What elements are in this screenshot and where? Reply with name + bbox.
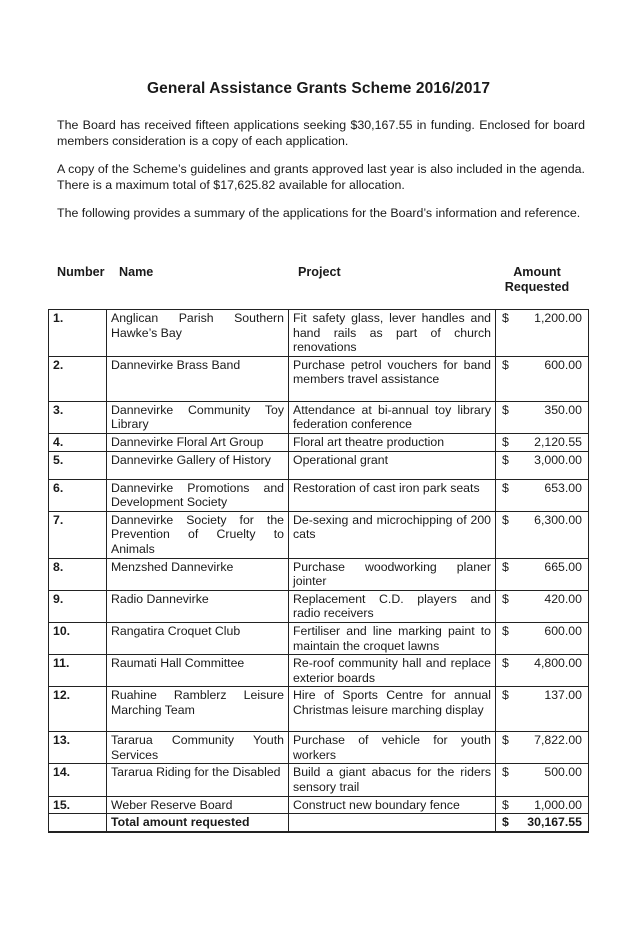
row-amount	[496, 451, 589, 479]
amount-value: 1,200.00	[534, 311, 582, 325]
row-name: Dannevirke Floral Art Group	[107, 433, 289, 451]
row-project: Re-roof community hall and replace exterior boards	[289, 655, 496, 687]
row-amount	[496, 764, 589, 796]
row-name: Weber Reserve Board	[107, 796, 289, 814]
row-project: Operational grant	[289, 451, 496, 479]
row-number: 9.	[49, 590, 107, 622]
header-number: Number	[57, 265, 105, 279]
table-row	[49, 655, 589, 687]
header-amount: Amount Requested	[504, 265, 570, 294]
row-name: Anglican Parish Southern Hawke’s Bay	[107, 310, 289, 357]
document-title: General Assistance Grants Scheme 2016/2017	[146, 80, 491, 97]
row-name: Ruahine Ramblerz Leisure Marching Team	[107, 687, 289, 732]
row-project: Purchase woodworking planer jointer	[289, 558, 496, 590]
row-amount	[496, 479, 589, 511]
currency-symbol: $	[502, 357, 509, 372]
total-number-cell	[49, 814, 107, 832]
table-row	[49, 356, 589, 401]
row-number: 2.	[49, 356, 107, 401]
row-number: 10.	[49, 622, 107, 654]
total-label: Total amount requested	[107, 814, 289, 832]
currency-symbol: $	[502, 480, 509, 495]
table-row	[49, 511, 589, 558]
row-name: Menzshed Dannevirke	[107, 558, 289, 590]
row-project: Construct new boundary fence	[289, 796, 496, 814]
amount-value: 350.00	[544, 402, 582, 417]
row-amount	[496, 590, 589, 622]
total-project-cell	[289, 814, 496, 832]
header-name: Name	[119, 265, 154, 279]
row-number: 5.	[49, 451, 107, 479]
currency-symbol: $	[502, 733, 509, 748]
amount-value: 137.00	[544, 688, 582, 703]
total-row	[49, 814, 589, 832]
row-name: Rangatira Croquet Club	[107, 622, 289, 654]
row-number: 6.	[49, 479, 107, 511]
row-name: Dannevirke Gallery of History	[107, 451, 289, 479]
row-number: 11.	[49, 655, 107, 687]
amount-value: 4,800.00	[534, 656, 582, 671]
row-number: 1.	[49, 310, 107, 357]
applications-table-body	[49, 310, 589, 832]
currency-symbol: $	[502, 688, 509, 703]
row-number: 14.	[49, 764, 107, 796]
table-row	[49, 796, 589, 814]
amount-value: 500.00	[544, 765, 582, 780]
row-number: 4.	[49, 433, 107, 451]
amount-value: 2,120.55	[534, 434, 582, 449]
row-amount	[496, 687, 589, 732]
row-number: 12.	[49, 687, 107, 732]
currency-symbol: $	[502, 452, 509, 467]
applications-table	[48, 309, 589, 833]
row-amount	[496, 732, 589, 764]
row-amount	[496, 401, 589, 433]
row-amount	[496, 655, 589, 687]
currency-symbol: $	[502, 623, 509, 638]
table-row	[49, 558, 589, 590]
row-amount	[496, 558, 589, 590]
row-name: Radio Dannevirke	[107, 590, 289, 622]
guidelines-paragraph: A copy of the Scheme’s guidelines and grants approved last year is also included in the agenda. There is a maximum total of $17,625.82 available for allocation.	[57, 162, 585, 192]
row-name: Raumati Hall Committee	[107, 655, 289, 687]
row-name: Tararua Riding for the Disabled	[107, 764, 289, 796]
row-number: 8.	[49, 558, 107, 590]
row-number: 13.	[49, 732, 107, 764]
row-project: Restoration of cast iron park seats	[289, 479, 496, 511]
table-row	[49, 479, 589, 511]
row-name: Dannevirke Community Toy Library	[107, 401, 289, 433]
row-amount	[496, 796, 589, 814]
amount-value: 1,000.00	[534, 797, 582, 812]
row-project: Fertiliser and line marking paint to maintain the croquet lawns	[289, 622, 496, 654]
total-amount	[496, 814, 589, 832]
currency-symbol: $	[502, 559, 509, 574]
currency-symbol: $	[502, 797, 509, 812]
row-name: Dannevirke Society for the Prevention of Cruelty to Animals	[107, 511, 289, 558]
row-project: Floral art theatre production	[289, 433, 496, 451]
amount-value: 600.00	[544, 623, 582, 638]
row-project: Purchase petrol vouchers for band members travel assistance	[289, 356, 496, 401]
row-project: Fit safety glass, lever handles and hand rails as part of church renovations	[289, 310, 496, 357]
row-amount	[496, 622, 589, 654]
row-name: Dannevirke Promotions and Development Society	[107, 479, 289, 511]
amount-value: 665.00	[544, 559, 582, 574]
row-amount	[496, 511, 589, 558]
total-amount-value: 30,167.55	[527, 815, 582, 830]
currency-symbol: $	[502, 815, 509, 830]
currency-symbol: $	[502, 434, 509, 449]
currency-symbol: $	[502, 512, 509, 527]
table-row	[49, 764, 589, 796]
table-row	[49, 451, 589, 479]
intro-paragraph: The Board has received fifteen applications seeking $30,167.55 in funding. Enclosed for board members consideration is a copy of each application.	[57, 118, 585, 148]
amount-value: 600.00	[544, 357, 582, 372]
row-amount	[496, 310, 589, 357]
table-row	[49, 687, 589, 732]
row-number: 7.	[49, 511, 107, 558]
currency-symbol: $	[502, 656, 509, 671]
row-name: Dannevirke Brass Band	[107, 356, 289, 401]
row-amount	[496, 433, 589, 451]
table-row	[49, 732, 589, 764]
currency-symbol: $	[502, 402, 509, 417]
row-project: Replacement C.D. players and radio receivers	[289, 590, 496, 622]
table-row	[49, 433, 589, 451]
row-project: Purchase of vehicle for youth workers	[289, 732, 496, 764]
row-project: Attendance at bi-annual toy library federation conference	[289, 401, 496, 433]
row-project: Build a giant abacus for the riders sensory trail	[289, 764, 496, 796]
amount-value: 6,300.00	[534, 512, 582, 527]
row-project: De-sexing and microchipping of 200 cats	[289, 511, 496, 558]
row-number: 3.	[49, 401, 107, 433]
table-row	[49, 590, 589, 622]
amount-value: 3,000.00	[534, 452, 582, 467]
currency-symbol: $	[502, 311, 509, 325]
amount-value: 420.00	[544, 591, 582, 606]
row-project: Hire of Sports Centre for annual Christmas leisure marching display	[289, 687, 496, 732]
summary-paragraph: The following provides a summary of the applications for the Board’s information and reference.	[57, 206, 581, 220]
amount-value: 653.00	[544, 480, 582, 495]
header-project: Project	[298, 265, 341, 279]
table-row	[49, 401, 589, 433]
currency-symbol: $	[502, 591, 509, 606]
currency-symbol: $	[502, 765, 509, 780]
table-row	[49, 622, 589, 654]
row-amount	[496, 356, 589, 401]
amount-value: 7,822.00	[534, 733, 582, 748]
row-number: 15.	[49, 796, 107, 814]
row-name: Tararua Community Youth Services	[107, 732, 289, 764]
table-row	[49, 310, 589, 357]
